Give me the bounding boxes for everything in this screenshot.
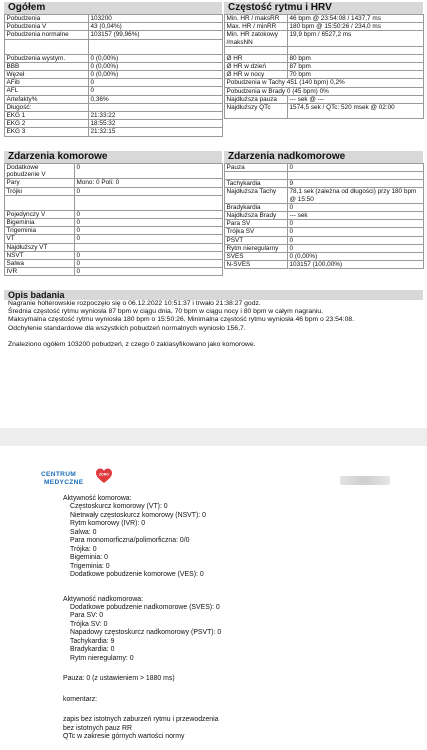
list-item: Trigeminia: 0 bbox=[70, 562, 110, 570]
row-value: 43 (0,04%) bbox=[89, 23, 223, 31]
table-row bbox=[5, 179, 223, 187]
list-item: Częstoskurcz komorowy (VT): 0 bbox=[70, 503, 168, 511]
row-label: Pobudzenia V bbox=[5, 23, 89, 31]
table-row bbox=[225, 104, 424, 119]
row-value: 103200 bbox=[89, 15, 223, 23]
opis-line: Nagranie holterowskie rozpoczęło się o 06.12.2022 10:51:37 i trwało 21:38:27 godz. bbox=[8, 300, 261, 307]
row-value: 1574,5 sek / QTc: 520 msek @ 02:00 bbox=[288, 104, 424, 119]
row-value: 0 (0,00%) bbox=[89, 54, 223, 62]
row-label: Salwa bbox=[5, 260, 75, 268]
row-value: 0 bbox=[288, 236, 424, 244]
table-row bbox=[5, 87, 223, 95]
row-value: 0 bbox=[75, 235, 223, 243]
table-row bbox=[5, 120, 223, 128]
opis-line: Znaleziono ogółem 103200 pobudzeń, z czego 0 zaklasyfikowano jako komorowe. bbox=[8, 340, 256, 348]
row-value: 0 bbox=[75, 268, 223, 276]
row-value: 78,1 sek (zależna od długości) przy 180 bpm @ 15:50 bbox=[288, 188, 424, 203]
row-label: VT bbox=[5, 235, 75, 243]
table-row bbox=[225, 203, 424, 211]
table-row bbox=[225, 261, 424, 269]
list-item: QTc w zakresie górnych wartości normy bbox=[63, 732, 185, 740]
table-cell: Pobudzenia w Tachy 451 (140 bpm) 0,2% bbox=[225, 79, 424, 87]
komentarz-title: komentarz: bbox=[63, 695, 98, 703]
row-label bbox=[225, 46, 288, 54]
list-item: Dodatkowe pobudzenie komorowe (VES): 0 bbox=[70, 571, 204, 579]
list-item: Trójka: 0 bbox=[70, 545, 97, 553]
row-label: SVES bbox=[225, 253, 288, 261]
row-value: 18:55:32 bbox=[89, 120, 223, 128]
logo-line1: CENTRUM bbox=[41, 471, 77, 478]
table-row bbox=[225, 244, 424, 252]
row-value: 0 bbox=[288, 203, 424, 211]
row-label: Bradykardia bbox=[225, 203, 288, 211]
list-item: Para SV: 0 bbox=[70, 612, 104, 620]
table-row bbox=[225, 31, 424, 46]
logo-line2: MEDYCZNE bbox=[44, 479, 84, 486]
row-label bbox=[5, 39, 89, 54]
row-label: IVR bbox=[5, 268, 75, 276]
pauza-line: Pauza: 0 (z ustawieniem > 1880 ms) bbox=[63, 675, 175, 683]
row-value: 80 bpm bbox=[288, 54, 424, 62]
row-value: 21:33:22 bbox=[89, 112, 223, 120]
row-label: Pobudzenia bbox=[5, 15, 89, 23]
row-label: AFib bbox=[5, 79, 89, 87]
row-value bbox=[75, 243, 223, 251]
table-row bbox=[5, 31, 223, 39]
table-row bbox=[5, 71, 223, 79]
table-row bbox=[5, 112, 223, 120]
row-label: Artefakty% bbox=[5, 95, 89, 103]
table-cell: Pobudzenia w Brady 0 (45 bpm) 0% bbox=[225, 87, 424, 95]
row-label: Trigeminia bbox=[5, 227, 75, 235]
hrv-header: Częstość rytmu i HRV bbox=[224, 2, 423, 14]
list-item: Nietrwały częstoskurcz komorowy (NSVT): 0 bbox=[70, 511, 206, 519]
table-row bbox=[225, 95, 424, 103]
row-value: --- sek @ --- bbox=[288, 95, 424, 103]
list-item: Rytm komorowy (IVR): 0 bbox=[70, 520, 146, 528]
table-row bbox=[225, 172, 424, 180]
table-row bbox=[5, 23, 223, 31]
list-item: Bradykardia: 0 bbox=[70, 646, 115, 654]
row-label: EKG 3 bbox=[5, 128, 89, 136]
row-value bbox=[288, 172, 424, 180]
row-label: PSVT bbox=[225, 236, 288, 244]
table-row bbox=[5, 164, 223, 179]
row-label: EKG 2 bbox=[5, 120, 89, 128]
ogolem-table bbox=[4, 14, 223, 137]
nadkomorowa-title: Aktywność nadkomorowa: bbox=[63, 595, 144, 603]
opis-text bbox=[8, 300, 418, 349]
row-value: 70 bpm bbox=[288, 71, 424, 79]
row-value bbox=[75, 195, 223, 210]
row-value: 180 bpm @ 15:50:26 / 234,0 ms bbox=[288, 23, 424, 31]
row-label: Dodatkowe pobudzenie V bbox=[5, 164, 75, 179]
nadkomorowe-header: Zdarzenia nadkomorowe bbox=[224, 151, 423, 163]
row-value: 87 bpm bbox=[288, 63, 424, 71]
row-value: 0 bbox=[89, 87, 223, 95]
komorowe-table bbox=[4, 163, 223, 276]
table-row bbox=[5, 187, 223, 195]
table-row bbox=[225, 220, 424, 228]
row-value: 0 bbox=[75, 164, 223, 179]
list-item: Napadowy częstoskurcz nadkomorowy (PSVT): 0 bbox=[70, 629, 222, 637]
list-item: Tachykardia: 9 bbox=[70, 637, 115, 645]
row-value: --- sek bbox=[288, 212, 424, 220]
row-value: 19,9 bpm / 6527,2 ms bbox=[288, 31, 424, 46]
table-row bbox=[5, 128, 223, 136]
list-item: Salwa: 0 bbox=[70, 528, 97, 536]
row-value: 0 bbox=[75, 251, 223, 259]
row-value: 0 bbox=[75, 219, 223, 227]
row-value: 103157 (99,96%) bbox=[89, 31, 223, 39]
row-label: Rytm nieregularny bbox=[225, 244, 288, 252]
row-label: Najdłuższa Tachy bbox=[225, 188, 288, 203]
table-row bbox=[5, 54, 223, 62]
row-label: Tachykardia bbox=[225, 180, 288, 188]
row-label: Max. HR / minRR bbox=[225, 23, 288, 31]
ogolem-header: Ogółem bbox=[4, 2, 222, 14]
table-row bbox=[225, 46, 424, 54]
row-value: 0,36% bbox=[89, 95, 223, 103]
table-row bbox=[5, 243, 223, 251]
row-label: N-SVES bbox=[225, 261, 288, 269]
row-label bbox=[5, 195, 75, 210]
table-row bbox=[5, 210, 223, 218]
table-row bbox=[225, 180, 424, 188]
table-row bbox=[5, 95, 223, 103]
table-row bbox=[5, 227, 223, 235]
table-row bbox=[225, 63, 424, 71]
table-row bbox=[5, 15, 223, 23]
opis-line: Odchylenie standardowe dla wszystkich pobudzeń normalnych wyniosło 156,7. bbox=[8, 324, 246, 332]
hrv-table bbox=[224, 14, 424, 119]
table-row bbox=[225, 164, 424, 172]
table-row bbox=[225, 15, 424, 23]
table-row bbox=[225, 87, 424, 95]
row-value: 103157 (100,00%) bbox=[288, 261, 424, 269]
summary-text bbox=[63, 495, 393, 741]
row-value bbox=[89, 39, 223, 54]
list-item: Trójka SV: 0 bbox=[70, 620, 108, 628]
row-label: Bigeminia bbox=[5, 219, 75, 227]
table-row bbox=[225, 188, 424, 203]
row-value: 9 bbox=[288, 180, 424, 188]
opis-header: Opis badania bbox=[4, 290, 423, 300]
table-row bbox=[225, 228, 424, 236]
row-label: Pobudzenia normalne bbox=[5, 31, 89, 39]
heart-icon bbox=[96, 468, 112, 484]
nadkomorowe-table bbox=[224, 163, 424, 269]
row-label: Pobudzenia wystym. bbox=[5, 54, 89, 62]
row-value: 0 (0,00%) bbox=[89, 71, 223, 79]
row-value: 0 bbox=[75, 187, 223, 195]
opis-line: Średnia częstość rytmu wyniosła 87 bpm w ciągu dnia, 70 bpm w ciągu nocy i 80 bpm w całym nagraniu. bbox=[8, 308, 324, 316]
row-label: Para SV bbox=[225, 220, 288, 228]
table-row bbox=[225, 23, 424, 31]
list-item: Para monomorficzna/polimorficzna: 0/0 bbox=[70, 537, 190, 545]
row-value: Mono: 0 Poli: 0 bbox=[75, 179, 223, 187]
redacted-area bbox=[340, 476, 390, 485]
row-label: Min. HR zatokowy /maksNN bbox=[225, 31, 288, 46]
row-label: Trójki bbox=[5, 187, 75, 195]
list-item: bez istotnych pauz RR bbox=[63, 724, 132, 732]
table-row bbox=[5, 268, 223, 276]
row-label: NSVT bbox=[5, 251, 75, 259]
table-row bbox=[225, 54, 424, 62]
table-row bbox=[225, 253, 424, 261]
row-value: 0 (0,00%) bbox=[89, 62, 223, 70]
row-value: 0 bbox=[288, 244, 424, 252]
row-value: 0 bbox=[288, 220, 424, 228]
table-row bbox=[5, 260, 223, 268]
table-row bbox=[5, 103, 223, 111]
row-value bbox=[89, 103, 223, 111]
row-label: Pojedynczy V bbox=[5, 210, 75, 218]
row-label: BBB bbox=[5, 62, 89, 70]
row-label: EKG 1 bbox=[5, 112, 89, 120]
table-row bbox=[225, 79, 424, 87]
row-label: Ø HR bbox=[225, 54, 288, 62]
table-row bbox=[5, 251, 223, 259]
row-value bbox=[288, 46, 424, 54]
row-value: 0 bbox=[89, 79, 223, 87]
list-item: Bigeminia: 0 bbox=[70, 554, 108, 562]
row-label: Najdłuższa pauza bbox=[225, 95, 288, 103]
row-label bbox=[225, 172, 288, 180]
table-row bbox=[5, 219, 223, 227]
row-label: Ø HR w nocy bbox=[225, 71, 288, 79]
table-row bbox=[5, 62, 223, 70]
row-label: Pauza bbox=[225, 164, 288, 172]
opis-line: Maksymalna częstość rytmu wyniosła 180 bpm o 15:50:26. Minimalna częstość rytmu wyniosła 46 bpm o 23:54:08. bbox=[8, 316, 355, 324]
row-label: Trójka SV bbox=[225, 228, 288, 236]
row-value: 21:32:15 bbox=[89, 128, 223, 136]
row-label: AFL bbox=[5, 87, 89, 95]
row-label: Ø HR w dzień bbox=[225, 63, 288, 71]
row-label: Najdłuższa Brady bbox=[225, 212, 288, 220]
row-value: 0 bbox=[75, 260, 223, 268]
row-label: Min. HR / maksRR bbox=[225, 15, 288, 23]
clinic-logo bbox=[41, 468, 113, 488]
table-row bbox=[225, 236, 424, 244]
page-gap bbox=[0, 428, 427, 446]
list-item: zapis bez istotnych zaburzeń rytmu i przewodzenia bbox=[63, 716, 219, 724]
row-label: Pary bbox=[5, 179, 75, 187]
row-label: Najdłuższy VT bbox=[5, 243, 75, 251]
row-value: 0 (0,00%) bbox=[288, 253, 424, 261]
row-value: 0 bbox=[75, 227, 223, 235]
table-row bbox=[225, 71, 424, 79]
row-value: 0 bbox=[288, 164, 424, 172]
row-value: 0 bbox=[288, 228, 424, 236]
table-row bbox=[5, 79, 223, 87]
row-value: 0 bbox=[75, 210, 223, 218]
table-row bbox=[5, 235, 223, 243]
komorowa-title: Aktywność komorowa: bbox=[63, 495, 132, 502]
komorowe-header: Zdarzenia komorowe bbox=[4, 151, 222, 163]
row-label: Węzeł bbox=[5, 71, 89, 79]
list-item: Dodatkowe pobudzenie nadkomorowe (SVES): 0 bbox=[70, 603, 220, 611]
table-row bbox=[225, 212, 424, 220]
row-label: Długość: bbox=[5, 103, 89, 111]
table-row bbox=[5, 195, 223, 210]
table-row bbox=[5, 39, 223, 54]
list-item: Rytm nieregularny: 0 bbox=[70, 654, 134, 662]
row-label: Najdłuższy QTc bbox=[225, 104, 288, 119]
row-value: 46 bpm @ 23:54:08 / 1437,7 ms bbox=[288, 15, 424, 23]
heart-text: ZDRO bbox=[98, 472, 110, 477]
